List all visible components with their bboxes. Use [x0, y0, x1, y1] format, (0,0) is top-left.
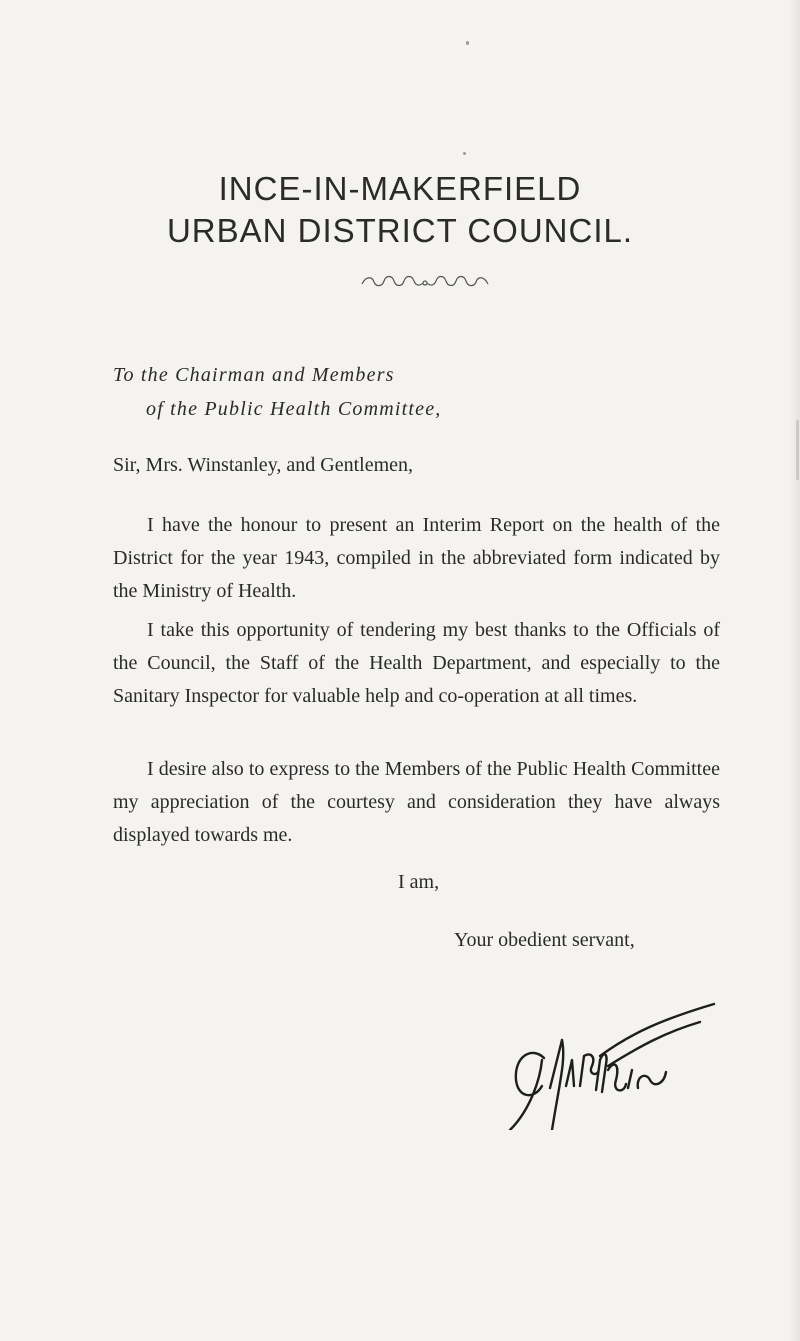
paragraph-appreciation: I desire also to express to the Members of the Public Health Committee my appreciation of the courtesy and consideration they have always displayed towards me. — [113, 758, 720, 846]
council-name-line1: INCE-IN-MAKERFIELD — [218, 170, 582, 207]
paper-edge-shadow — [788, 0, 800, 1341]
addressee-line1: To the Chairman and Members — [113, 364, 395, 386]
paper-speck — [466, 41, 469, 45]
handwritten-signature — [500, 1000, 720, 1130]
paragraph-thanks: I take this opportunity of tendering my best thanks to the Officials of the Council, the Staff of the Health Department, and especially to the Sanitary Inspector for valuable help and co-operation at all times. — [113, 619, 720, 707]
paragraph-report: I have the honour to present an Interim Report on the health of the District for the year 1943, compiled in the abbreviated form indicated by the Ministry of Health. — [113, 514, 720, 602]
paper-speck — [463, 152, 466, 155]
salutation: Sir, Mrs. Winstanley, and Gentlemen, — [113, 454, 414, 476]
council-name-line2: URBAN DISTRICT COUNCIL. — [166, 212, 634, 249]
signoff-line: Your obedient servant, — [454, 929, 635, 951]
closing-line: I am, — [398, 871, 440, 893]
ornament-divider — [360, 272, 490, 290]
addressee-line2: of the Public Health Committee, — [146, 398, 442, 420]
